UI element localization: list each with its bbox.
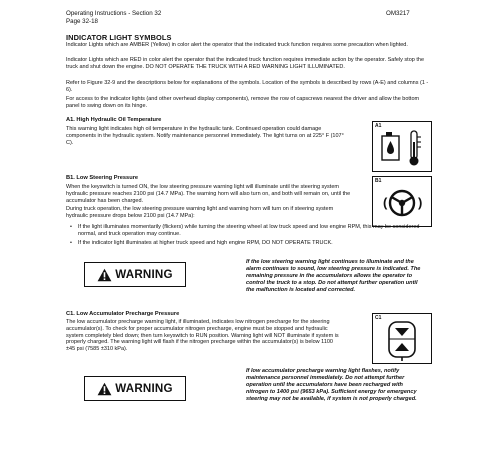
steering-wheel-icon	[373, 177, 431, 226]
warning-badge-steering	[84, 262, 186, 287]
warning-text-steering: If the low steering warning light continues to illuminate and the alarm continues to sound, low steering pressure is indicated. The remaining pressure in the accumulators allows the operator to control the truck to a stop. Do not attempt further operation until the malfunction is located and corrected.	[246, 259, 421, 293]
bullet-icon: •	[70, 224, 72, 230]
header-page-number: Page 32-18	[66, 17, 98, 25]
a1-symbol-label: A1	[375, 123, 382, 129]
accumulator-icon	[373, 314, 431, 363]
section-a1-body: This warning light indicates high oil temperature in the hydraulic tank. Continued operation could damage components in the hydraulic system. Notify maintenance personnel immediately. The light turns on at 225° F (107° C).	[66, 126, 344, 146]
b1-symbol-box	[372, 176, 432, 227]
a1-symbol-box	[372, 121, 432, 172]
intro-paragraph-refer: Refer to Figure 32-9 and the descriptions below for explanations of the symbols. Location of the symbols is described by rows (A-E) and columns (1 - 6).	[66, 80, 429, 93]
warning-triangle-icon	[97, 268, 112, 282]
warning-badge-accumulator	[84, 376, 186, 401]
section-c1-body: The low accumulator precharge warning light, if illuminated, indicates low nitrogen precharge for the steering accumulator(s). To check for proper accumulator nitrogen precharge, engine must be stopped and hydraulic system completely bled down; then turn keyswitch to RUN position. Warning light will NOT illuminate if system is properly charged. The warning light will flash if the nitrogen precharge within the accumulator(s) is below 1100 ±45 psi (7585 ±310 kPa).	[66, 319, 339, 353]
page-header	[66, 10, 161, 25]
warning-label: WARNING	[115, 382, 173, 395]
intro-paragraph-access: For access to the indicator lights (and other overhead display components), remove the row of capscrews nearest the driver and allow the bottom panel to swing down on its hinge.	[66, 96, 420, 109]
warning-text-accumulator: If low accumulator precharge warning light flashes, notify maintenance personnel immediately. Do not attempt further operation until the accumulators have been recharged with nitrogen to 1400 psi (9653 kPa). Sufficient energy for emergency steering may not be available, if system is not properly charged.	[246, 368, 417, 402]
warning-triangle-icon	[97, 382, 112, 396]
list-item: • If the indicator light illuminates at higher truck speed and high engine RPM, DO NOT OPERATE TRUCK.	[70, 240, 333, 246]
intro-paragraph-amber: Indicator Lights which are AMBER (Yellow) in color alert the operator that the indicated truck function requires some precaution when lighted.	[66, 42, 408, 48]
section-b1-body-keyswitch: When the keyswitch is turned ON, the low steering pressure warning light will illuminate until the steering system hydraulic pressure reaches 2100 psi (14.7 MPa). The warning horn will also turn on, and both will remain on, until the accumulator has been charged.	[66, 184, 351, 204]
page-title: INDICATOR LIGHT SYMBOLS	[66, 33, 172, 42]
hydraulic-oil-temperature-icon	[373, 122, 431, 171]
warning-label: WARNING	[115, 268, 173, 281]
b1-symbol-label: B1	[375, 178, 382, 184]
svg-text:(: (	[383, 195, 388, 210]
header-doc-code: OM3217	[386, 10, 410, 17]
c1-symbol-label: C1	[375, 315, 382, 321]
c1-symbol-box	[372, 313, 432, 364]
section-b1-heading: B1. Low Steering Pressure	[66, 175, 139, 181]
intro-paragraph-red: Indicator Lights which are RED in color alert the operator that the indicated truck function requires immediate action by the operator. Safely stop the truck and shut down the engine. DO NOT OPERATE THE TRUCK WITH A RED WARNING LIGHT ILLUMINATED.	[66, 57, 424, 70]
header-section: Operating Instructions - Section 32	[66, 10, 162, 17]
section-b1-body-operation: During truck operation, the low steering pressure warning light and warning horn will turn on if steering system hydraulic pressure drops below 2100 psi (14.7 MPa):	[66, 206, 334, 219]
section-c1-heading: C1. Low Accumulator Precharge Pressure	[66, 311, 180, 317]
svg-text:): )	[418, 195, 423, 210]
bullet-icon: •	[70, 240, 72, 246]
list-item: • If the light illuminates momentarily (flickers) while turning the steering wheel at low truck speed and low engine RPM, this may be considered normal, and truck operation may continue.	[70, 224, 420, 237]
section-a1-heading: A1. High Hydraulic Oil Temperature	[66, 117, 162, 123]
